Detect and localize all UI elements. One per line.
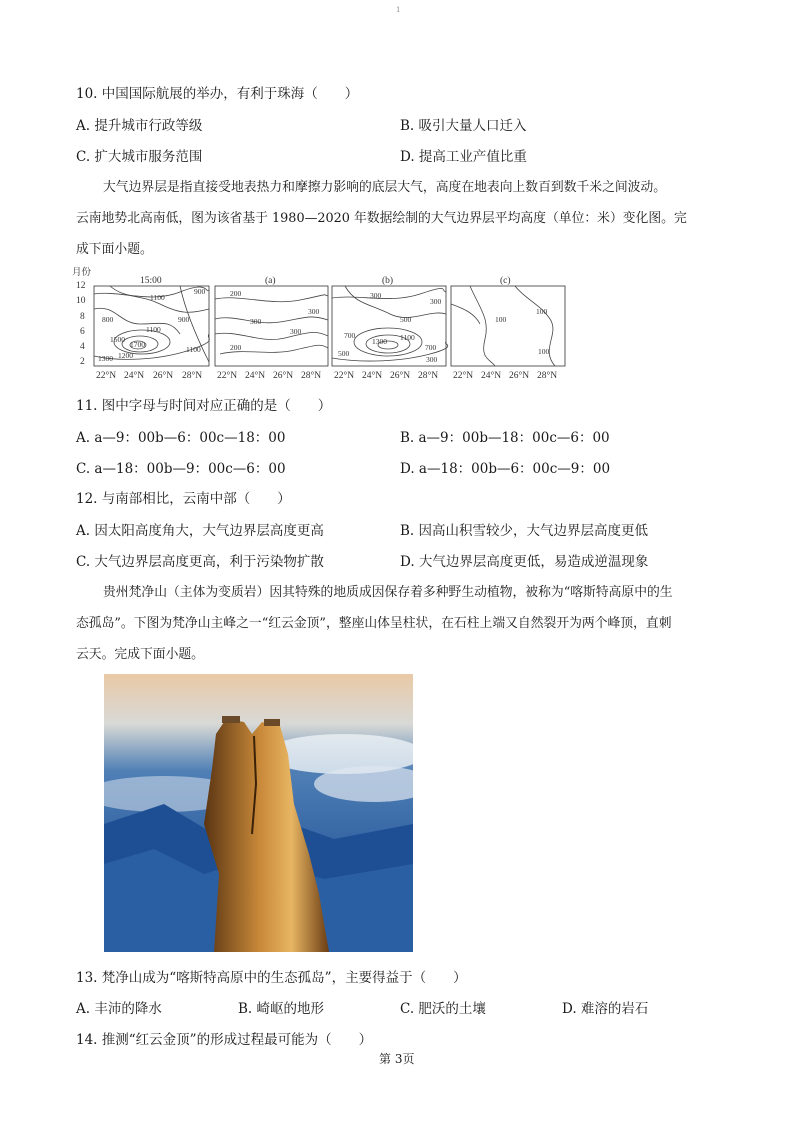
contour-label: 800 <box>102 315 114 324</box>
x-tick: 22°N <box>334 371 355 381</box>
intro2-line3: 云天。完成下面小题。 <box>76 647 204 662</box>
contour-label: 300 <box>250 317 262 326</box>
contour-label: 100 <box>495 315 507 324</box>
intro2-line1: 贵州梵净山（主体为变质岩）因其特殊的地质成因保存着多种野生动植物，被称为“喀斯特高原中的生 <box>103 585 673 600</box>
x-tick: 26°N <box>153 371 174 381</box>
contour-label: 1200 <box>118 351 133 360</box>
x-ticks-panel-1 <box>96 370 202 381</box>
panel-a <box>215 275 328 366</box>
q11-stem: 11. 图中字母与时间对应正确的是（ ） <box>76 398 332 414</box>
x-ticks-panel-c <box>453 370 557 381</box>
intro1-line1: 大气边界层是指直接受地表热力和摩擦力影响的底层大气，高度在地表向上数百到数千米之间波动。 <box>103 180 667 195</box>
panel-title: 15:00 <box>140 276 162 286</box>
boundary-layer-figure <box>70 264 570 382</box>
panel-title: (c) <box>500 276 511 286</box>
contour-label: 1100 <box>186 345 201 354</box>
contour-label: 1100 <box>400 333 415 342</box>
contour-label: 700 <box>344 331 356 340</box>
intro1-line2: 云南地势北高南低，图为该省基于 1980—2020 年数据绘制的大气边界层平均高度（单位：米）变化图。完 <box>76 211 687 226</box>
contour-label: 500 <box>338 349 350 358</box>
q13-option-a: A. 丰沛的降水 <box>76 1001 162 1017</box>
contour-label: 1500 <box>110 335 125 344</box>
intro1-line3: 成下面小题。 <box>76 242 153 257</box>
panel-b <box>332 275 448 366</box>
contour-label: 100 <box>536 307 548 316</box>
contour-label: 700 <box>425 343 437 352</box>
q11-option-a: A. a—9：00b—6：00c—18：00 <box>76 430 286 446</box>
x-tick: 26°N <box>390 371 411 381</box>
q12-option-a: A. 因太阳高度角大，大气边界层高度更高 <box>76 523 324 539</box>
q11-option-d: D. a—18：00b—6：00c—9：00 <box>400 461 611 477</box>
x-tick: 26°N <box>509 371 530 381</box>
panel-c <box>451 275 565 366</box>
x-tick: 28°N <box>418 371 439 381</box>
x-tick: 28°N <box>182 371 203 381</box>
contour-label: 300 <box>290 327 302 336</box>
y-axis-title: 月份 <box>72 268 92 278</box>
contour-label: 300 <box>426 355 438 364</box>
contour-label: 1300 <box>372 337 387 346</box>
contour-label: 300 <box>370 291 382 300</box>
contour-label: 300 <box>430 297 442 306</box>
contour-label: 1300 <box>98 354 113 363</box>
q12-option-c: C. 大气边界层高度更高，利于污染物扩散 <box>76 554 324 570</box>
x-tick: 24°N <box>481 371 502 381</box>
q13-option-b: B. 崎岖的地形 <box>238 1001 325 1017</box>
y-tick: 8 <box>80 312 85 322</box>
q10-option-a: A. 提升城市行政等级 <box>76 118 203 134</box>
contour-label: 100 <box>538 347 550 356</box>
panel-title: (b) <box>382 276 394 286</box>
q14-stem: 14. 推测“红云金顶”的形成过程最可能为（ ） <box>76 1032 373 1048</box>
x-tick: 28°N <box>537 371 558 381</box>
q10-option-b: B. 吸引大量人口迁入 <box>400 118 527 134</box>
fanjingshan-photo <box>104 674 413 952</box>
q12-option-b: B. 因高山积雪较少，大气边界层高度更低 <box>400 523 649 539</box>
q10-option-d: D. 提高工业产值比重 <box>400 149 527 165</box>
q12-option-d: D. 大气边界层高度更低，易造成逆温现象 <box>400 554 649 570</box>
q11-option-b: B. a—9：00b—18：00c—6：00 <box>400 430 610 446</box>
q10-option-c: C. 扩大城市服务范围 <box>76 149 203 165</box>
contour-label: 200 <box>230 343 242 352</box>
q13-option-c: C. 肥沃的土壤 <box>400 1001 486 1017</box>
page-number: 第 3页 <box>379 1052 415 1066</box>
y-tick: 2 <box>80 357 85 367</box>
x-tick: 22°N <box>217 371 238 381</box>
x-tick: 24°N <box>124 371 145 381</box>
x-tick: 24°N <box>245 371 266 381</box>
contour-label: 200 <box>230 289 242 298</box>
contour-label: 900 <box>178 315 190 324</box>
panel-title: (a) <box>265 276 276 286</box>
q12-stem: 12. 与南部相比，云南中部（ ） <box>76 491 291 507</box>
x-ticks-panel-a <box>217 370 321 381</box>
y-tick: 4 <box>80 342 85 352</box>
q10-stem: 10. 中国国际航展的举办，有利于珠海（ ） <box>76 86 359 102</box>
q11-option-c: C. a—18：00b—9：00c—6：00 <box>76 461 286 477</box>
contour-label: 1100 <box>146 325 161 334</box>
contour-label: 300 <box>308 307 320 316</box>
panel-1500 <box>94 276 209 366</box>
x-tick: 24°N <box>362 371 383 381</box>
x-tick: 22°N <box>453 371 474 381</box>
x-tick: 28°N <box>301 371 322 381</box>
intro2-line2: 态孤岛”。下图为梵净山主峰之一“红云金顶”，整座山体呈柱状，在石柱上端又自然裂开为两个峰顶，直刺 <box>76 616 672 631</box>
y-tick: 12 <box>76 281 86 291</box>
contour-label: 900 <box>194 287 206 296</box>
x-tick: 26°N <box>273 371 294 381</box>
contour-label: 1100 <box>150 293 165 302</box>
y-tick: 6 <box>80 327 85 337</box>
x-tick: 22°N <box>96 371 117 381</box>
q13-option-d: D. 难溶的岩石 <box>562 1001 649 1017</box>
contour-label: 1700 <box>130 340 145 349</box>
x-ticks-panel-b <box>334 370 438 381</box>
q13-stem: 13. 梵净山成为“喀斯特高原中的生态孤岛”，主要得益于（ ） <box>76 970 467 986</box>
contour-label: 500 <box>400 315 412 324</box>
top-mark: 1 <box>396 6 401 14</box>
y-tick: 10 <box>76 296 86 306</box>
